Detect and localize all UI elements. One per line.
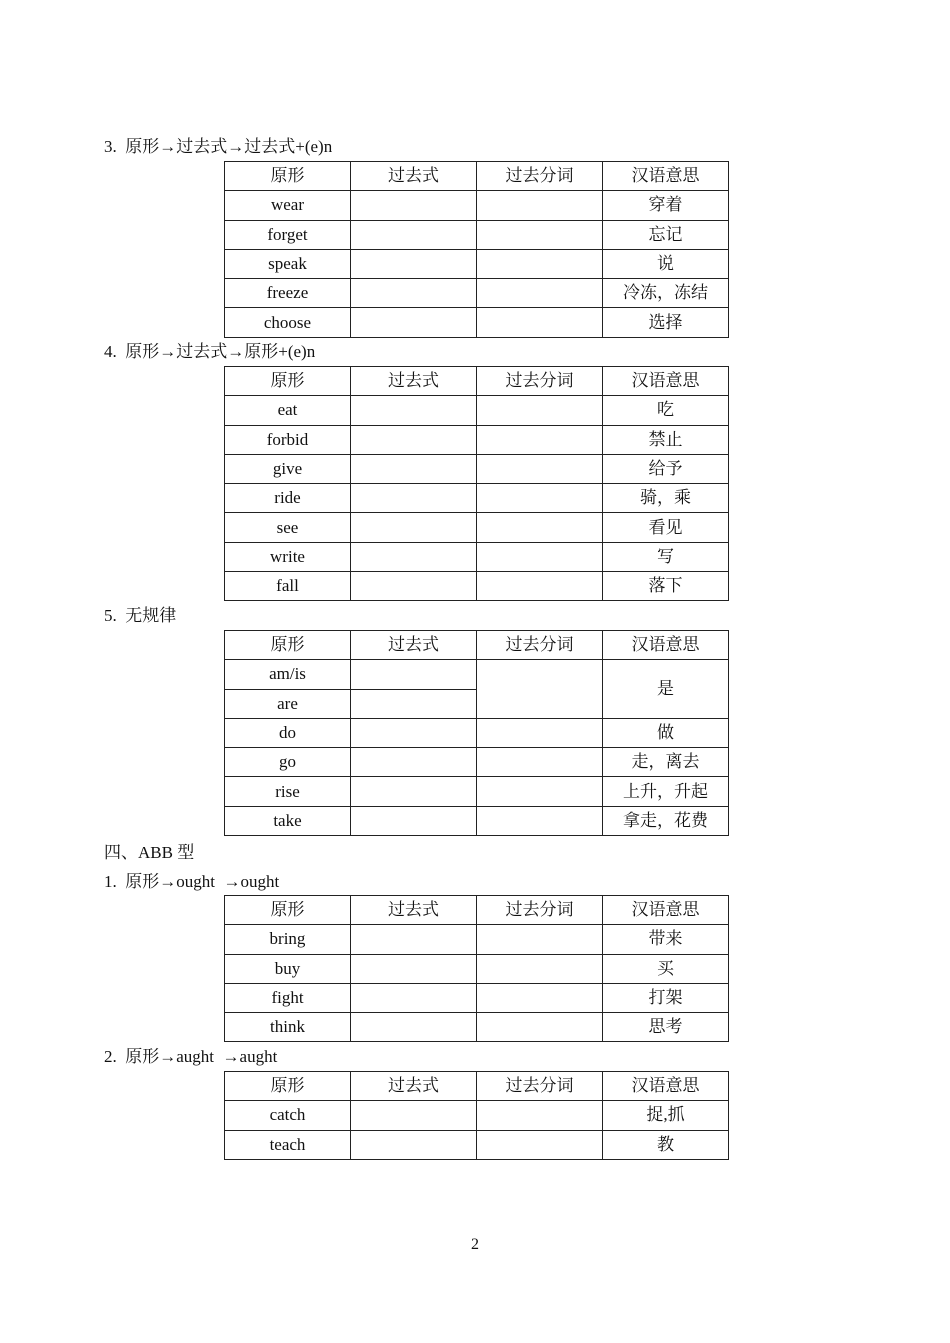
- table-row: [225, 954, 729, 983]
- meaning: 拿走，花费: [603, 806, 729, 835]
- base-form: teach: [225, 1130, 351, 1159]
- header-base: 原形: [225, 367, 351, 396]
- table-header-row: [225, 896, 729, 925]
- base-form: see: [225, 513, 351, 542]
- abb-1-heading: 1. 原形→ought →ought: [104, 872, 280, 891]
- base-form: take: [225, 806, 351, 835]
- table-header-row: [225, 162, 729, 191]
- header-base: 原形: [225, 162, 351, 191]
- meaning: 禁止: [603, 425, 729, 454]
- meaning: 看见: [603, 513, 729, 542]
- base-form: think: [225, 1013, 351, 1042]
- table-row: [225, 513, 729, 542]
- participle-blank: [477, 983, 603, 1012]
- table-row: [225, 308, 729, 337]
- participle-blank: [477, 279, 603, 308]
- participle-blank: [477, 513, 603, 542]
- meaning: 上升，升起: [603, 777, 729, 806]
- base-form: go: [225, 748, 351, 777]
- base-form: speak: [225, 249, 351, 278]
- base-form: do: [225, 718, 351, 747]
- participle-blank: [477, 191, 603, 220]
- meaning: 带来: [603, 925, 729, 954]
- meaning-merged: 是: [603, 660, 729, 719]
- past-blank: [351, 249, 477, 278]
- header-base: 原形: [225, 1072, 351, 1101]
- base-form: buy: [225, 954, 351, 983]
- past-blank: [351, 748, 477, 777]
- participle-blank: [477, 249, 603, 278]
- past-blank: [351, 454, 477, 483]
- meaning: 写: [603, 542, 729, 571]
- header-meaning: 汉语意思: [603, 896, 729, 925]
- table-row: [225, 572, 729, 601]
- past-blank: [351, 425, 477, 454]
- meaning: 忘记: [603, 220, 729, 249]
- section-3-heading: 3. 原形→过去式→过去式+(e)n: [104, 137, 333, 156]
- table-header-row: [225, 631, 729, 660]
- header-past: 过去式: [351, 162, 477, 191]
- header-meaning: 汉语意思: [603, 1072, 729, 1101]
- meaning: 选择: [603, 308, 729, 337]
- section-4-heading: 4. 原形→过去式→原形+(e)n: [104, 342, 316, 361]
- meaning: 买: [603, 954, 729, 983]
- participle-blank: [477, 1013, 603, 1042]
- table-row: [225, 396, 729, 425]
- participle-blank: [477, 572, 603, 601]
- part-4-heading: 四、ABB 型: [104, 843, 195, 862]
- table-row: [225, 748, 729, 777]
- participle-blank: [477, 748, 603, 777]
- header-meaning: 汉语意思: [603, 367, 729, 396]
- participle-blank: [477, 1101, 603, 1130]
- base-form: choose: [225, 308, 351, 337]
- past-blank: [351, 1013, 477, 1042]
- meaning: 走，离去: [603, 748, 729, 777]
- past-blank: [351, 484, 477, 513]
- participle-blank: [477, 1130, 603, 1159]
- past-blank: [351, 513, 477, 542]
- header-meaning: 汉语意思: [603, 162, 729, 191]
- meaning: 教: [603, 1130, 729, 1159]
- table-section-4: [224, 366, 729, 601]
- base-form: am/is: [225, 660, 351, 689]
- participle-blank: [477, 718, 603, 747]
- table-row: [225, 1130, 729, 1159]
- header-past-participle: 过去分词: [477, 631, 603, 660]
- table-row: [225, 983, 729, 1012]
- past-blank: [351, 1130, 477, 1159]
- participle-blank: [477, 396, 603, 425]
- table-row: [225, 454, 729, 483]
- past-blank: [351, 279, 477, 308]
- participle-blank: [477, 806, 603, 835]
- header-meaning: 汉语意思: [603, 631, 729, 660]
- past-blank: [351, 983, 477, 1012]
- table-row: [225, 425, 729, 454]
- meaning: 打架: [603, 983, 729, 1012]
- table-header-row: [225, 1072, 729, 1101]
- table-row: [225, 1013, 729, 1042]
- base-form: are: [225, 689, 351, 718]
- base-form: write: [225, 542, 351, 571]
- header-past: 过去式: [351, 631, 477, 660]
- base-form: give: [225, 454, 351, 483]
- base-form: fall: [225, 572, 351, 601]
- table-row: [225, 279, 729, 308]
- participle-blank: [477, 425, 603, 454]
- base-form: wear: [225, 191, 351, 220]
- meaning: 穿着: [603, 191, 729, 220]
- header-past-participle: 过去分词: [477, 162, 603, 191]
- past-blank: [351, 191, 477, 220]
- table-row: [225, 220, 729, 249]
- participle-blank: [477, 954, 603, 983]
- base-form: freeze: [225, 279, 351, 308]
- table-row: [225, 542, 729, 571]
- table-section-5: [224, 630, 729, 836]
- table-section-3: [224, 161, 729, 338]
- header-past: 过去式: [351, 1072, 477, 1101]
- participle-blank: [477, 542, 603, 571]
- participle-blank-merged: [477, 660, 603, 719]
- base-form: catch: [225, 1101, 351, 1130]
- participle-blank: [477, 220, 603, 249]
- header-past: 过去式: [351, 896, 477, 925]
- past-blank: [351, 718, 477, 747]
- table-row: [225, 925, 729, 954]
- meaning: 捉,抓: [603, 1101, 729, 1130]
- table-row: [225, 777, 729, 806]
- participle-blank: [477, 308, 603, 337]
- header-past: 过去式: [351, 367, 477, 396]
- base-form: forbid: [225, 425, 351, 454]
- header-past-participle: 过去分词: [477, 896, 603, 925]
- table-row: [225, 484, 729, 513]
- past-blank: [351, 396, 477, 425]
- meaning: 吃: [603, 396, 729, 425]
- past-blank: [351, 572, 477, 601]
- table-row: [225, 718, 729, 747]
- base-form: fight: [225, 983, 351, 1012]
- past-blank: [351, 777, 477, 806]
- header-base: 原形: [225, 896, 351, 925]
- table-abb-1: [224, 895, 729, 1042]
- participle-blank: [477, 484, 603, 513]
- section-5-heading: 5. 无规律: [104, 606, 177, 625]
- table-row: [225, 249, 729, 278]
- participle-blank: [477, 925, 603, 954]
- meaning: 给予: [603, 454, 729, 483]
- header-past-participle: 过去分词: [477, 1072, 603, 1101]
- meaning: 说: [603, 249, 729, 278]
- past-blank: [351, 308, 477, 337]
- table-row: [225, 806, 729, 835]
- past-blank: [351, 925, 477, 954]
- participle-blank: [477, 454, 603, 483]
- table-abb-2: [224, 1071, 729, 1160]
- past-blank: [351, 1101, 477, 1130]
- table-row: [225, 660, 729, 689]
- past-blank: [351, 220, 477, 249]
- table-header-row: [225, 367, 729, 396]
- header-base: 原形: [225, 631, 351, 660]
- past-blank: [351, 806, 477, 835]
- meaning: 思考: [603, 1013, 729, 1042]
- table-row: [225, 1101, 729, 1130]
- base-form: eat: [225, 396, 351, 425]
- table-row: [225, 191, 729, 220]
- base-form: bring: [225, 925, 351, 954]
- meaning: 骑，乘: [603, 484, 729, 513]
- base-form: forget: [225, 220, 351, 249]
- past-blank: [351, 660, 477, 689]
- base-form: rise: [225, 777, 351, 806]
- past-blank: [351, 542, 477, 571]
- base-form: ride: [225, 484, 351, 513]
- page-number: 2: [471, 1236, 479, 1253]
- meaning: 做: [603, 718, 729, 747]
- abb-2-heading: 2. 原形→aught →aught: [104, 1047, 278, 1066]
- meaning: 落下: [603, 572, 729, 601]
- past-blank: [351, 689, 477, 718]
- header-past-participle: 过去分词: [477, 367, 603, 396]
- participle-blank: [477, 777, 603, 806]
- meaning: 冷冻，冻结: [603, 279, 729, 308]
- past-blank: [351, 954, 477, 983]
